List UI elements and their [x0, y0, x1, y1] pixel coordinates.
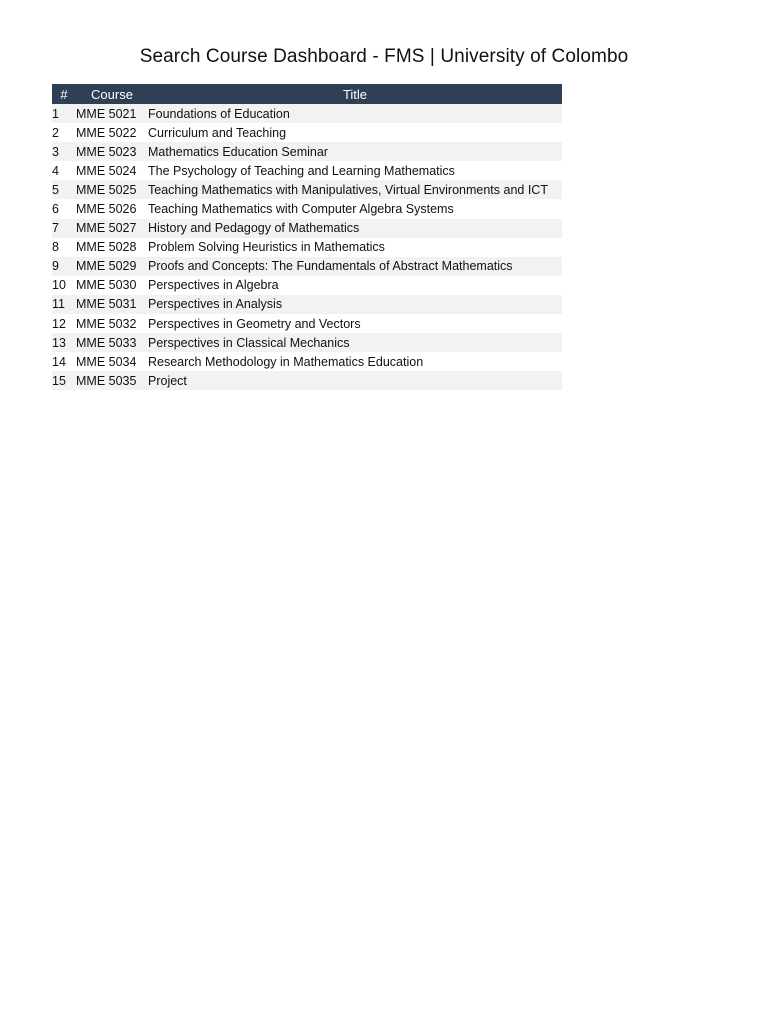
table-row [52, 199, 562, 218]
course-code: MME 5024 [76, 163, 137, 178]
course-code: MME 5023 [76, 144, 137, 159]
row-number: 9 [52, 259, 59, 274]
row-number: 1 [52, 106, 59, 121]
table-row [52, 352, 562, 371]
table-header-row [52, 84, 562, 104]
table-row [52, 333, 562, 352]
course-table [52, 84, 562, 390]
course-code: MME 5032 [76, 316, 137, 331]
course-title: Problem Solving Heuristics in Mathematics [148, 240, 385, 255]
course-title: Research Methodology in Mathematics Education [148, 354, 424, 369]
course-code: MME 5031 [76, 297, 137, 312]
course-title: Project [148, 373, 187, 388]
row-number: 2 [52, 125, 59, 140]
table-row [52, 314, 562, 333]
page-title: Search Course Dashboard - FMS | University of Colombo [139, 46, 629, 67]
course-title: The Psychology of Teaching and Learning Mathematics [148, 163, 455, 178]
course-code: MME 5029 [76, 259, 137, 274]
row-number: 7 [52, 221, 59, 236]
table-header [52, 84, 562, 104]
course-title: Curriculum and Teaching [148, 125, 287, 140]
row-number: 10 [52, 278, 66, 293]
row-number: 3 [52, 144, 59, 159]
table-row [52, 257, 562, 276]
course-code: MME 5035 [76, 373, 137, 388]
row-number: 6 [52, 202, 59, 217]
course-title: Perspectives in Geometry and Vectors [148, 316, 361, 331]
table-row [52, 161, 562, 180]
row-number: 4 [52, 163, 59, 178]
course-code: MME 5028 [76, 240, 137, 255]
column-header-number: # [60, 86, 68, 102]
course-code: MME 5025 [76, 182, 137, 197]
table-row [52, 238, 562, 257]
row-number: 5 [52, 182, 59, 197]
row-number: 14 [52, 354, 66, 369]
table-row [52, 276, 562, 295]
table-row [52, 142, 562, 161]
course-title: Proofs and Concepts: The Fundamentals of Abstract Mathematics [148, 259, 513, 274]
row-number: 15 [52, 373, 66, 388]
row-number: 11 [52, 297, 65, 312]
table-row [52, 123, 562, 142]
table-row [52, 219, 562, 238]
row-number: 8 [52, 240, 59, 255]
table-row [52, 371, 562, 390]
table-row [52, 104, 562, 123]
course-title: Teaching Mathematics with Manipulatives, Virtual Environments and ICT [148, 182, 548, 197]
course-code: MME 5027 [76, 221, 137, 236]
course-title: Mathematics Education Seminar [148, 144, 328, 159]
course-title: History and Pedagogy of Mathematics [148, 221, 360, 236]
course-code: MME 5034 [76, 354, 137, 369]
table-row [52, 180, 562, 199]
column-header-title: Title [342, 86, 368, 102]
column-header-course: Course [91, 86, 133, 102]
table-body [52, 104, 562, 390]
course-code: MME 5033 [76, 335, 137, 350]
row-number: 13 [52, 335, 66, 350]
course-code: MME 5021 [76, 106, 137, 121]
course-title: Teaching Mathematics with Computer Algebra Systems [148, 202, 454, 217]
table-row [52, 295, 562, 314]
course-title: Perspectives in Analysis [148, 297, 283, 312]
course-code: MME 5022 [76, 125, 137, 140]
row-number: 12 [52, 316, 66, 331]
course-title: Perspectives in Classical Mechanics [148, 335, 350, 350]
course-code: MME 5030 [76, 278, 137, 293]
course-code: MME 5026 [76, 202, 137, 217]
course-title: Foundations of Education [148, 106, 290, 121]
course-title: Perspectives in Algebra [148, 278, 279, 293]
